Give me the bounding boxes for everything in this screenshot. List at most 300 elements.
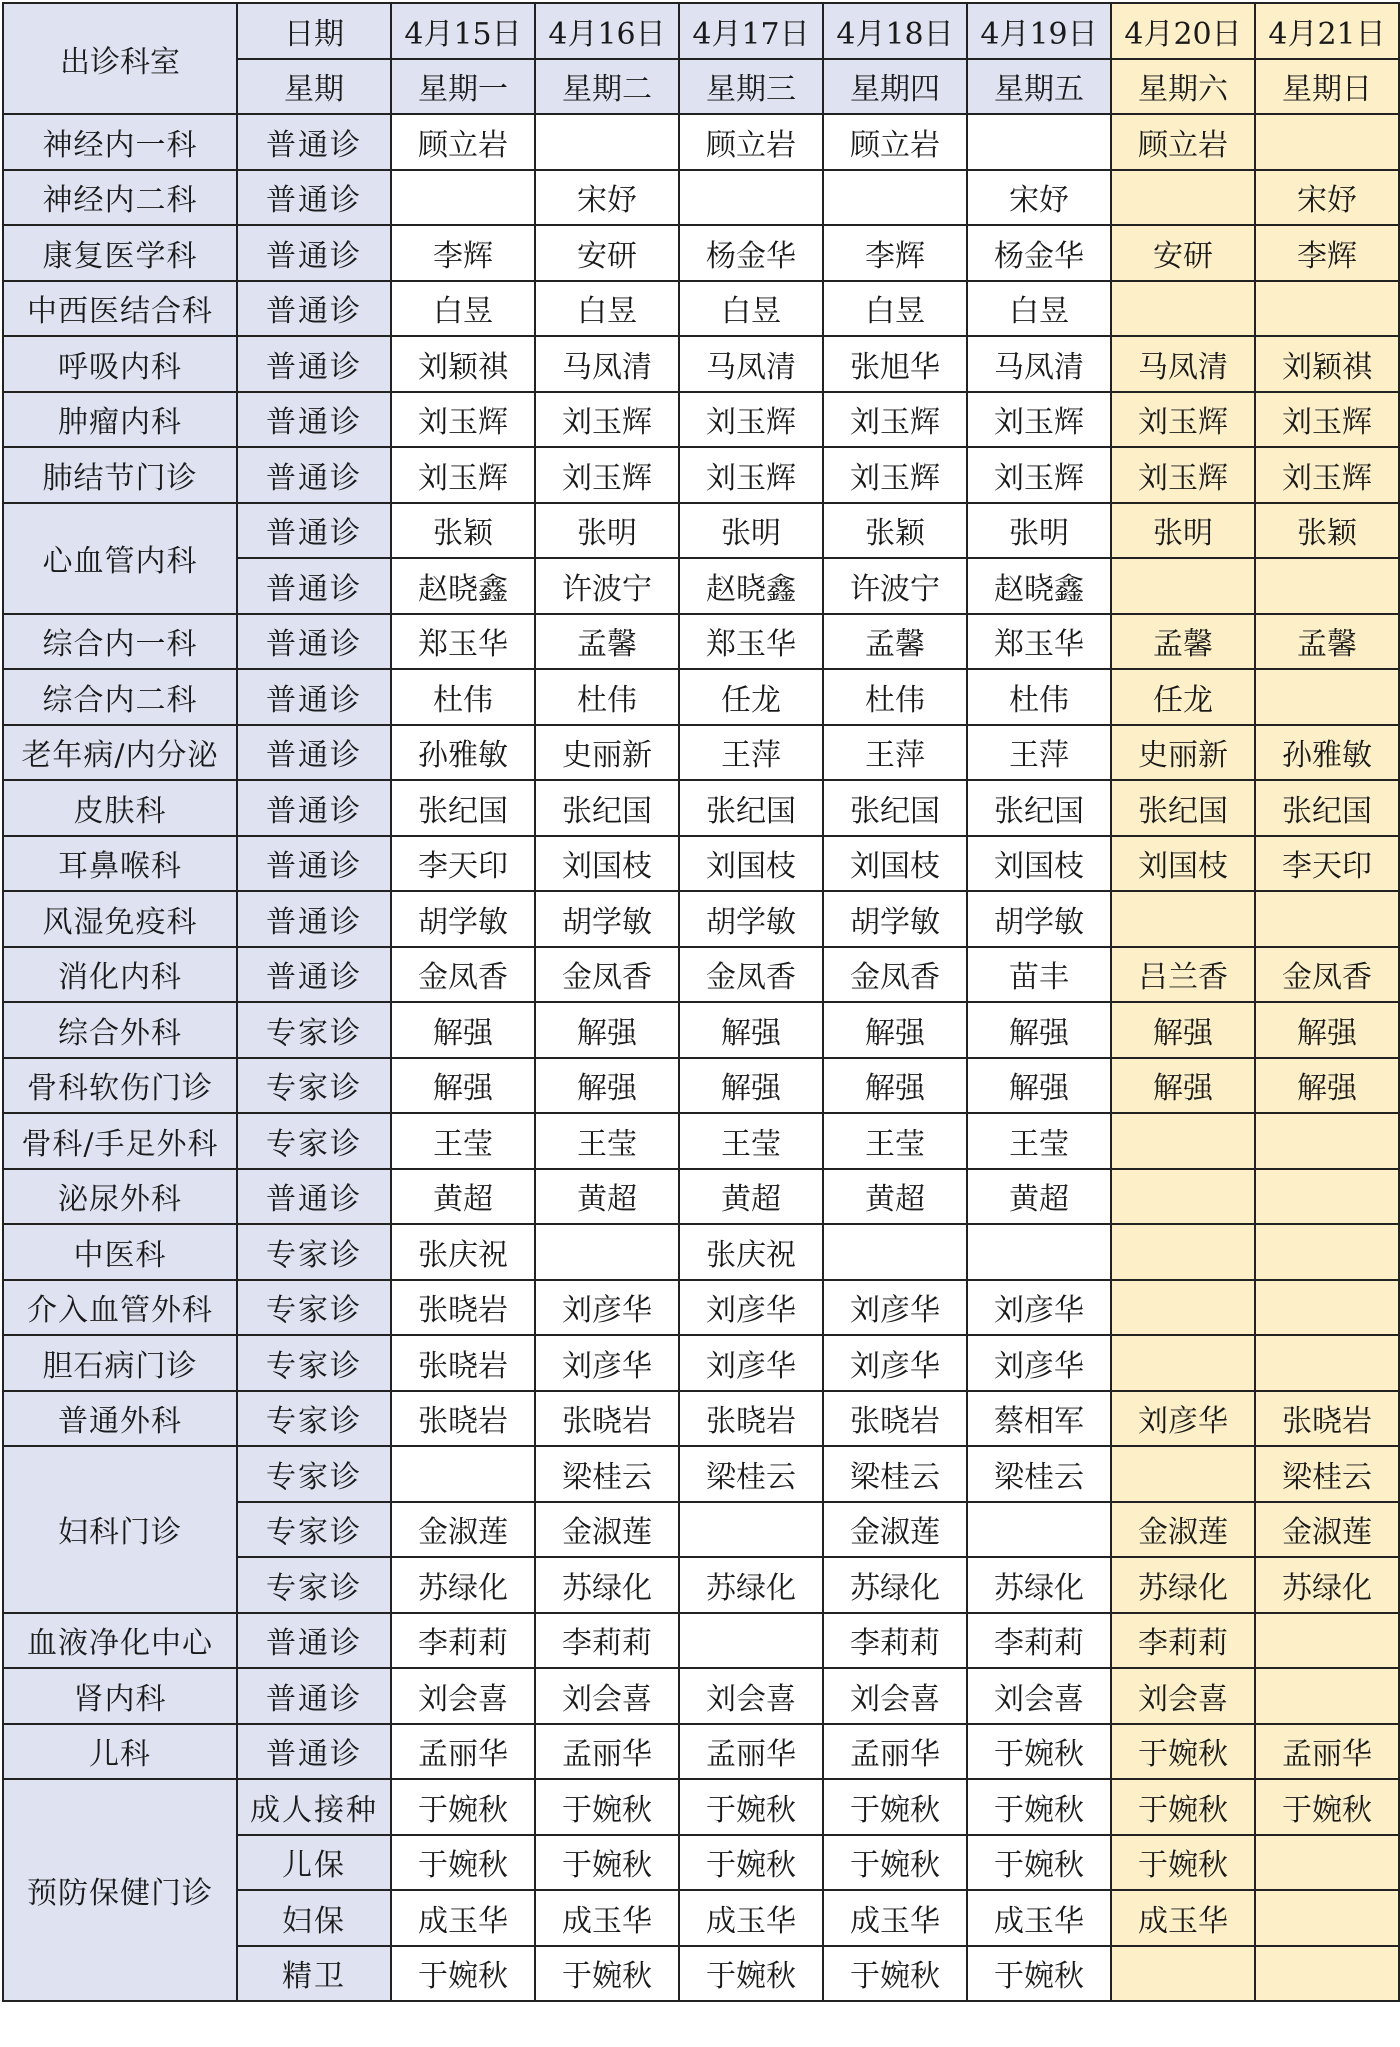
doctor-cell: 孟馨 (535, 614, 679, 670)
date-header: 4月17日 (679, 3, 823, 59)
doctor-cell: 宋妤 (1255, 170, 1399, 226)
doctor-cell: 张晓岩 (679, 1391, 823, 1447)
clinic-type: 普通诊 (237, 1169, 391, 1225)
doctor-cell: 刘国枝 (823, 836, 967, 892)
schedule-row (3, 1668, 1399, 1724)
doctor-cell: 解强 (1111, 1002, 1255, 1058)
clinic-type: 专家诊 (237, 1335, 391, 1391)
doctor-cell (1111, 1113, 1255, 1169)
doctor-cell: 吕兰香 (1111, 947, 1255, 1003)
clinic-schedule-table (2, 2, 1400, 2002)
clinic-type: 专家诊 (237, 1058, 391, 1114)
doctor-cell: 解强 (535, 1002, 679, 1058)
doctor-cell: 刘玉辉 (1255, 447, 1399, 503)
schedule-row (3, 1335, 1399, 1391)
doctor-cell: 于婉秋 (967, 1835, 1111, 1891)
doctor-cell: 刘玉辉 (391, 447, 535, 503)
department-name: 普通外科 (3, 1391, 237, 1447)
doctor-cell: 李天印 (1255, 836, 1399, 892)
clinic-type: 专家诊 (237, 1280, 391, 1336)
schedule-body (3, 3, 1399, 2001)
doctor-cell: 李莉莉 (1111, 1613, 1255, 1669)
doctor-cell: 胡学敏 (967, 891, 1111, 947)
doctor-cell (1255, 1835, 1399, 1891)
doctor-cell (1255, 1280, 1399, 1336)
doctor-cell (1111, 281, 1255, 337)
doctor-cell: 胡学敏 (679, 891, 823, 947)
department-name: 风湿免疫科 (3, 891, 237, 947)
doctor-cell: 于婉秋 (679, 1779, 823, 1835)
doctor-cell: 梁桂云 (679, 1446, 823, 1502)
schedule-row (3, 1169, 1399, 1225)
doctor-cell: 王莹 (967, 1113, 1111, 1169)
doctor-cell (1255, 1169, 1399, 1225)
department-name: 介入血管外科 (3, 1280, 237, 1336)
doctor-cell: 于婉秋 (391, 1779, 535, 1835)
doctor-cell: 张晓岩 (1255, 1391, 1399, 1447)
schedule-row (3, 281, 1399, 337)
doctor-cell: 梁桂云 (823, 1446, 967, 1502)
doctor-cell: 白昱 (967, 281, 1111, 337)
clinic-type: 成人接种 (237, 1779, 391, 1835)
doctor-cell: 成玉华 (679, 1890, 823, 1946)
weekday-header: 星期五 (967, 59, 1111, 115)
clinic-type: 普通诊 (237, 114, 391, 170)
date-header: 4月16日 (535, 3, 679, 59)
clinic-type: 普通诊 (237, 669, 391, 725)
schedule-row (3, 170, 1399, 226)
doctor-cell: 刘玉辉 (823, 447, 967, 503)
doctor-cell: 杜伟 (823, 669, 967, 725)
department-name: 骨科/手足外科 (3, 1113, 237, 1169)
clinic-type: 普通诊 (237, 1613, 391, 1669)
doctor-cell: 张晓岩 (391, 1391, 535, 1447)
doctor-cell: 许波宁 (535, 558, 679, 614)
dept-header: 出诊科室 (3, 3, 237, 114)
doctor-cell: 于婉秋 (823, 1779, 967, 1835)
doctor-cell: 张纪国 (391, 780, 535, 836)
doctor-cell: 刘颖祺 (1255, 336, 1399, 392)
doctor-cell: 杜伟 (967, 669, 1111, 725)
doctor-cell: 于婉秋 (967, 1724, 1111, 1780)
doctor-cell: 胡学敏 (535, 891, 679, 947)
clinic-type: 普通诊 (237, 1724, 391, 1780)
doctor-cell (391, 1446, 535, 1502)
clinic-type: 普通诊 (237, 170, 391, 226)
department-name: 呼吸内科 (3, 336, 237, 392)
doctor-cell: 张庆祝 (679, 1224, 823, 1280)
doctor-cell: 金淑莲 (535, 1502, 679, 1558)
department-name: 神经内二科 (3, 170, 237, 226)
doctor-cell: 孙雅敏 (391, 725, 535, 781)
department-name: 肺结节门诊 (3, 447, 237, 503)
schedule-row (3, 392, 1399, 448)
doctor-cell: 白昱 (823, 281, 967, 337)
department-name: 消化内科 (3, 947, 237, 1003)
weekday-header: 星期三 (679, 59, 823, 115)
doctor-cell: 孟丽华 (1255, 1724, 1399, 1780)
doctor-cell: 胡学敏 (823, 891, 967, 947)
schedule-row (3, 1280, 1399, 1336)
doctor-cell (1111, 1280, 1255, 1336)
date-header: 4月20日 (1111, 3, 1255, 59)
doctor-cell (1255, 1113, 1399, 1169)
doctor-cell: 解强 (1255, 1002, 1399, 1058)
schedule-row (3, 669, 1399, 725)
schedule-row (3, 780, 1399, 836)
schedule-row (3, 1724, 1399, 1780)
header-row-dates (3, 3, 1399, 59)
schedule-row (3, 1446, 1399, 1502)
clinic-type: 普通诊 (237, 1668, 391, 1724)
doctor-cell: 解强 (967, 1002, 1111, 1058)
doctor-cell: 张晓岩 (391, 1335, 535, 1391)
schedule-row (3, 336, 1399, 392)
doctor-cell: 刘彦华 (1111, 1391, 1255, 1447)
doctor-cell (967, 114, 1111, 170)
doctor-cell: 金凤香 (391, 947, 535, 1003)
doctor-cell: 金淑莲 (1111, 1502, 1255, 1558)
weekday-label: 星期 (237, 59, 391, 115)
department-name: 康复医学科 (3, 225, 237, 281)
weekday-header: 星期日 (1255, 59, 1399, 115)
doctor-cell: 张晓岩 (535, 1391, 679, 1447)
doctor-cell: 苏绿化 (1255, 1557, 1399, 1613)
doctor-cell: 王莹 (535, 1113, 679, 1169)
doctor-cell: 王萍 (679, 725, 823, 781)
doctor-cell: 王莹 (679, 1113, 823, 1169)
doctor-cell: 孟丽华 (391, 1724, 535, 1780)
doctor-cell (1255, 1224, 1399, 1280)
schedule-row (3, 947, 1399, 1003)
clinic-type: 普通诊 (237, 836, 391, 892)
doctor-cell: 苏绿化 (1111, 1557, 1255, 1613)
doctor-cell: 杜伟 (391, 669, 535, 725)
doctor-cell: 梁桂云 (535, 1446, 679, 1502)
doctor-cell: 梁桂云 (967, 1446, 1111, 1502)
date-header: 4月19日 (967, 3, 1111, 59)
date-header: 4月15日 (391, 3, 535, 59)
doctor-cell: 赵晓鑫 (679, 558, 823, 614)
doctor-cell: 刘玉辉 (967, 392, 1111, 448)
doctor-cell (1255, 1668, 1399, 1724)
department-name: 综合内一科 (3, 614, 237, 670)
doctor-cell (1255, 1890, 1399, 1946)
doctor-cell: 马凤清 (679, 336, 823, 392)
clinic-type: 普通诊 (237, 725, 391, 781)
doctor-cell: 张颖 (823, 503, 967, 559)
doctor-cell: 解强 (967, 1058, 1111, 1114)
doctor-cell: 张晓岩 (391, 1280, 535, 1336)
doctor-cell: 刘颖祺 (391, 336, 535, 392)
doctor-cell: 黄超 (823, 1169, 967, 1225)
schedule-row (3, 1058, 1399, 1114)
doctor-cell: 孟馨 (1111, 614, 1255, 670)
weekday-header: 星期四 (823, 59, 967, 115)
doctor-cell: 张纪国 (823, 780, 967, 836)
doctor-cell: 苏绿化 (967, 1557, 1111, 1613)
doctor-cell (823, 170, 967, 226)
doctor-cell: 刘彦华 (535, 1280, 679, 1336)
clinic-type: 妇保 (237, 1890, 391, 1946)
doctor-cell: 刘玉辉 (1111, 447, 1255, 503)
doctor-cell: 刘玉辉 (535, 392, 679, 448)
doctor-cell: 解强 (535, 1058, 679, 1114)
doctor-cell: 黄超 (391, 1169, 535, 1225)
doctor-cell: 孟丽华 (679, 1724, 823, 1780)
doctor-cell: 孟丽华 (535, 1724, 679, 1780)
department-name: 胆石病门诊 (3, 1335, 237, 1391)
doctor-cell: 苏绿化 (823, 1557, 967, 1613)
date-label: 日期 (237, 3, 391, 59)
doctor-cell: 孟丽华 (823, 1724, 967, 1780)
doctor-cell (1111, 558, 1255, 614)
schedule-row (3, 1613, 1399, 1669)
doctor-cell (1255, 114, 1399, 170)
doctor-cell: 马凤清 (967, 336, 1111, 392)
doctor-cell: 于婉秋 (391, 1835, 535, 1891)
doctor-cell: 白昱 (679, 281, 823, 337)
doctor-cell: 于婉秋 (1255, 1779, 1399, 1835)
doctor-cell (535, 1224, 679, 1280)
doctor-cell: 黄超 (535, 1169, 679, 1225)
doctor-cell: 成玉华 (535, 1890, 679, 1946)
doctor-cell: 苏绿化 (391, 1557, 535, 1613)
doctor-cell: 刘玉辉 (679, 392, 823, 448)
clinic-type: 专家诊 (237, 1446, 391, 1502)
doctor-cell: 李莉莉 (535, 1613, 679, 1669)
department-name: 皮肤科 (3, 780, 237, 836)
doctor-cell (1111, 170, 1255, 226)
clinic-type: 专家诊 (237, 1002, 391, 1058)
doctor-cell: 史丽新 (1111, 725, 1255, 781)
schedule-row (3, 1391, 1399, 1447)
doctor-cell: 张纪国 (1255, 780, 1399, 836)
clinic-type: 普通诊 (237, 447, 391, 503)
doctor-cell: 张庆祝 (391, 1224, 535, 1280)
department-name: 综合内二科 (3, 669, 237, 725)
schedule-row (3, 225, 1399, 281)
doctor-cell: 张明 (1111, 503, 1255, 559)
doctor-cell: 宋妤 (967, 170, 1111, 226)
doctor-cell: 杨金华 (967, 225, 1111, 281)
doctor-cell: 刘会喜 (967, 1668, 1111, 1724)
doctor-cell: 解强 (391, 1002, 535, 1058)
doctor-cell (1255, 281, 1399, 337)
doctor-cell: 马凤清 (1111, 336, 1255, 392)
doctor-cell: 王莹 (391, 1113, 535, 1169)
doctor-cell: 黄超 (679, 1169, 823, 1225)
doctor-cell: 于婉秋 (823, 1835, 967, 1891)
doctor-cell: 郑玉华 (679, 614, 823, 670)
doctor-cell: 解强 (679, 1058, 823, 1114)
doctor-cell: 李莉莉 (823, 1613, 967, 1669)
doctor-cell: 于婉秋 (1111, 1724, 1255, 1780)
clinic-type: 普通诊 (237, 281, 391, 337)
doctor-cell (391, 170, 535, 226)
doctor-cell: 刘彦华 (679, 1280, 823, 1336)
schedule-row (3, 114, 1399, 170)
doctor-cell: 刘彦华 (535, 1335, 679, 1391)
doctor-cell: 白昱 (535, 281, 679, 337)
clinic-type: 专家诊 (237, 1113, 391, 1169)
doctor-cell: 金凤香 (823, 947, 967, 1003)
doctor-cell: 金淑莲 (823, 1502, 967, 1558)
schedule-row (3, 503, 1399, 559)
doctor-cell: 王萍 (823, 725, 967, 781)
doctor-cell: 刘彦华 (823, 1335, 967, 1391)
doctor-cell: 金凤香 (679, 947, 823, 1003)
doctor-cell: 于婉秋 (535, 1835, 679, 1891)
doctor-cell (1111, 1946, 1255, 2002)
doctor-cell: 马凤清 (535, 336, 679, 392)
doctor-cell: 金淑莲 (391, 1502, 535, 1558)
doctor-cell: 解强 (679, 1002, 823, 1058)
doctor-cell: 王萍 (967, 725, 1111, 781)
schedule-row (3, 447, 1399, 503)
doctor-cell (1255, 1335, 1399, 1391)
doctor-cell: 于婉秋 (679, 1835, 823, 1891)
schedule-row (3, 1002, 1399, 1058)
department-name: 泌尿外科 (3, 1169, 237, 1225)
doctor-cell: 张颖 (391, 503, 535, 559)
doctor-cell: 郑玉华 (391, 614, 535, 670)
doctor-cell: 张纪国 (967, 780, 1111, 836)
weekday-header: 星期六 (1111, 59, 1255, 115)
doctor-cell: 于婉秋 (823, 1946, 967, 2002)
doctor-cell: 郑玉华 (967, 614, 1111, 670)
department-name: 中西医结合科 (3, 281, 237, 337)
doctor-cell (1111, 1224, 1255, 1280)
doctor-cell: 刘玉辉 (1111, 392, 1255, 448)
doctor-cell (1255, 669, 1399, 725)
doctor-cell: 解强 (391, 1058, 535, 1114)
doctor-cell: 成玉华 (1111, 1890, 1255, 1946)
doctor-cell: 赵晓鑫 (391, 558, 535, 614)
doctor-cell: 蔡相军 (967, 1391, 1111, 1447)
doctor-cell: 顾立岩 (823, 114, 967, 170)
doctor-cell: 李莉莉 (391, 1613, 535, 1669)
doctor-cell: 孙雅敏 (1255, 725, 1399, 781)
doctor-cell: 刘玉辉 (967, 447, 1111, 503)
doctor-cell: 刘国枝 (967, 836, 1111, 892)
clinic-type: 儿保 (237, 1835, 391, 1891)
doctor-cell: 张颖 (1255, 503, 1399, 559)
doctor-cell: 任龙 (1111, 669, 1255, 725)
doctor-cell: 孟馨 (823, 614, 967, 670)
clinic-type: 专家诊 (237, 1502, 391, 1558)
doctor-cell: 张旭华 (823, 336, 967, 392)
doctor-cell: 刘会喜 (535, 1668, 679, 1724)
doctor-cell: 王莹 (823, 1113, 967, 1169)
schedule-row (3, 725, 1399, 781)
schedule-row (3, 1113, 1399, 1169)
doctor-cell: 赵晓鑫 (967, 558, 1111, 614)
doctor-cell: 金凤香 (1255, 947, 1399, 1003)
schedule-row (3, 1779, 1399, 1835)
doctor-cell: 杨金华 (679, 225, 823, 281)
doctor-cell: 刘会喜 (1111, 1668, 1255, 1724)
doctor-cell: 于婉秋 (967, 1779, 1111, 1835)
doctor-cell (1255, 891, 1399, 947)
doctor-cell: 解强 (1111, 1058, 1255, 1114)
department-name: 综合外科 (3, 1002, 237, 1058)
clinic-type: 普通诊 (237, 891, 391, 947)
clinic-type: 专家诊 (237, 1224, 391, 1280)
clinic-type: 专家诊 (237, 1557, 391, 1613)
clinic-type: 普通诊 (237, 336, 391, 392)
doctor-cell: 于婉秋 (391, 1946, 535, 2002)
doctor-cell: 苏绿化 (679, 1557, 823, 1613)
doctor-cell: 李辉 (391, 225, 535, 281)
department-name: 肿瘤内科 (3, 392, 237, 448)
doctor-cell: 杜伟 (535, 669, 679, 725)
doctor-cell: 张纪国 (679, 780, 823, 836)
doctor-cell: 刘彦华 (679, 1335, 823, 1391)
doctor-cell: 刘国枝 (679, 836, 823, 892)
doctor-cell: 安研 (535, 225, 679, 281)
clinic-type: 普通诊 (237, 558, 391, 614)
doctor-cell (967, 1502, 1111, 1558)
doctor-cell: 于婉秋 (967, 1946, 1111, 2002)
department-name: 妇科门诊 (3, 1446, 237, 1613)
doctor-cell (1111, 891, 1255, 947)
clinic-type: 普通诊 (237, 225, 391, 281)
doctor-cell: 张纪国 (535, 780, 679, 836)
doctor-cell: 刘国枝 (1111, 836, 1255, 892)
doctor-cell (967, 1224, 1111, 1280)
doctor-cell: 苏绿化 (535, 1557, 679, 1613)
doctor-cell: 史丽新 (535, 725, 679, 781)
doctor-cell: 解强 (823, 1058, 967, 1114)
department-name: 中医科 (3, 1224, 237, 1280)
doctor-cell: 张明 (679, 503, 823, 559)
doctor-cell: 张明 (535, 503, 679, 559)
doctor-cell: 于婉秋 (535, 1946, 679, 2002)
department-name: 骨科软伤门诊 (3, 1058, 237, 1114)
department-name: 肾内科 (3, 1668, 237, 1724)
doctor-cell: 刘会喜 (679, 1668, 823, 1724)
doctor-cell (1111, 1446, 1255, 1502)
doctor-cell: 安研 (1111, 225, 1255, 281)
doctor-cell: 李辉 (1255, 225, 1399, 281)
department-name: 预防保健门诊 (3, 1779, 237, 2001)
doctor-cell: 刘彦华 (823, 1280, 967, 1336)
doctor-cell: 刘会喜 (391, 1668, 535, 1724)
doctor-cell: 李莉莉 (967, 1613, 1111, 1669)
department-name: 心血管内科 (3, 503, 237, 614)
doctor-cell: 宋妤 (535, 170, 679, 226)
clinic-type: 普通诊 (237, 392, 391, 448)
doctor-cell: 苗丰 (967, 947, 1111, 1003)
doctor-cell: 于婉秋 (679, 1946, 823, 2002)
doctor-cell: 刘会喜 (823, 1668, 967, 1724)
doctor-cell (535, 114, 679, 170)
doctor-cell: 李天印 (391, 836, 535, 892)
doctor-cell: 胡学敏 (391, 891, 535, 947)
doctor-cell: 解强 (823, 1002, 967, 1058)
doctor-cell: 张明 (967, 503, 1111, 559)
doctor-cell (1255, 1946, 1399, 2002)
doctor-cell: 于婉秋 (1111, 1835, 1255, 1891)
doctor-cell (679, 170, 823, 226)
schedule-row (3, 614, 1399, 670)
doctor-cell: 张纪国 (1111, 780, 1255, 836)
doctor-cell: 于婉秋 (1111, 1779, 1255, 1835)
doctor-cell: 孟馨 (1255, 614, 1399, 670)
doctor-cell: 刘玉辉 (823, 392, 967, 448)
clinic-type: 普通诊 (237, 947, 391, 1003)
